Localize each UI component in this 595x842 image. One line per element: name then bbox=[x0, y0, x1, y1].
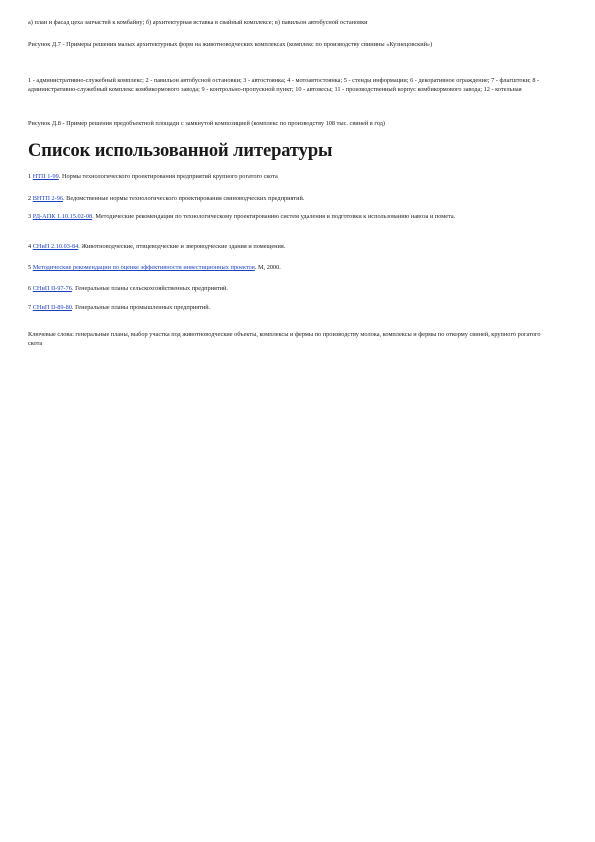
figure-caption-d8: Рисунок Д.8 - Пример решения предобъектной площади с замкнутой композицией (комплекс по производству 108 тыс. свиней в год) bbox=[28, 120, 386, 127]
reference-item bbox=[28, 284, 543, 293]
keywords: Ключевые слова: генеральные планы, выбор участка под животноводческие объекты, комплексы и фермы по производству молока, комплексы и фермы по откорму свиней, крупного рогатого скота bbox=[28, 331, 541, 348]
reference-link[interactable]: Методические рекомендации по оценке эффективности инвестиционных проектов bbox=[32, 264, 255, 271]
reference-number: 2 bbox=[28, 195, 32, 202]
reference-number: 1 bbox=[28, 173, 32, 180]
reference-number: 6 bbox=[28, 285, 32, 292]
reference-link[interactable]: СНиП II-89-80 bbox=[32, 304, 72, 311]
reference-item bbox=[28, 242, 543, 251]
reference-number: 4 bbox=[28, 243, 32, 250]
reference-text: . Генеральные планы сельскохозяйственных предприятий. bbox=[71, 285, 228, 292]
reference-text: . Животноводческие, птицеводческие и звероводческие здания и помещения. bbox=[78, 243, 286, 250]
reference-text: . М, 2000. bbox=[254, 264, 281, 271]
reference-number: 3 bbox=[28, 213, 32, 220]
reference-text: . Ведомственные нормы технологического проектирования свиноводческих предприятий. bbox=[63, 195, 305, 202]
reference-item bbox=[28, 303, 543, 312]
reference-link[interactable]: РД-АПК 1.10.15.02-08 bbox=[32, 213, 93, 220]
reference-link[interactable]: НТП 1-99 bbox=[32, 173, 59, 180]
reference-item bbox=[28, 263, 543, 272]
reference-text: . Генеральные планы промышленных предприятий. bbox=[71, 304, 211, 311]
reference-item bbox=[28, 212, 543, 221]
reference-link[interactable]: СНиП 2.10.03-84 bbox=[32, 243, 79, 250]
figure-caption-top: а) план и фасад цеха запчастей к комбайну; б) архитектурная вставка в свайный комплексе; в) павильон автобусной остановки bbox=[28, 19, 368, 26]
reference-item bbox=[28, 172, 543, 181]
reference-item bbox=[28, 194, 543, 203]
figure-caption-d7: Рисунок Д.7 - Примеры решения малых архитектурных форм на животноводческих комплексах (комплекс по производству свинины «Кузнецовский») bbox=[28, 41, 433, 48]
reference-text: . Нормы технологического проектирования предприятий крупного рогатого скота bbox=[58, 173, 278, 180]
reference-link[interactable]: ВНТП 2-96 bbox=[32, 195, 63, 202]
reference-number: 7 bbox=[28, 304, 32, 311]
figure-legend: 1 - административно-служебный комплекс; 2 - павильон автобусной остановки; 3 - автостоянка; 4 - мотоавтостоянка; 5 - стенды информации; 6 - декоративное ограждение; 7 - флагштоки; 8 - административно-служебный комплекс комбикормового завода; 9 - контрольно-пропускной пункт; 10 - автовесы; 11 - производственный корпус комбикормового завода; 12 - котельная bbox=[28, 77, 540, 94]
reference-text: . Методические рекомендации по технологическому проектированию систем удаления и подготовки к использованию навоза и помета. bbox=[92, 213, 456, 220]
reference-number: 5 bbox=[28, 264, 32, 271]
references-heading: Список использованной литературы bbox=[28, 141, 333, 161]
reference-link[interactable]: СНиП II-97-76 bbox=[32, 285, 72, 292]
